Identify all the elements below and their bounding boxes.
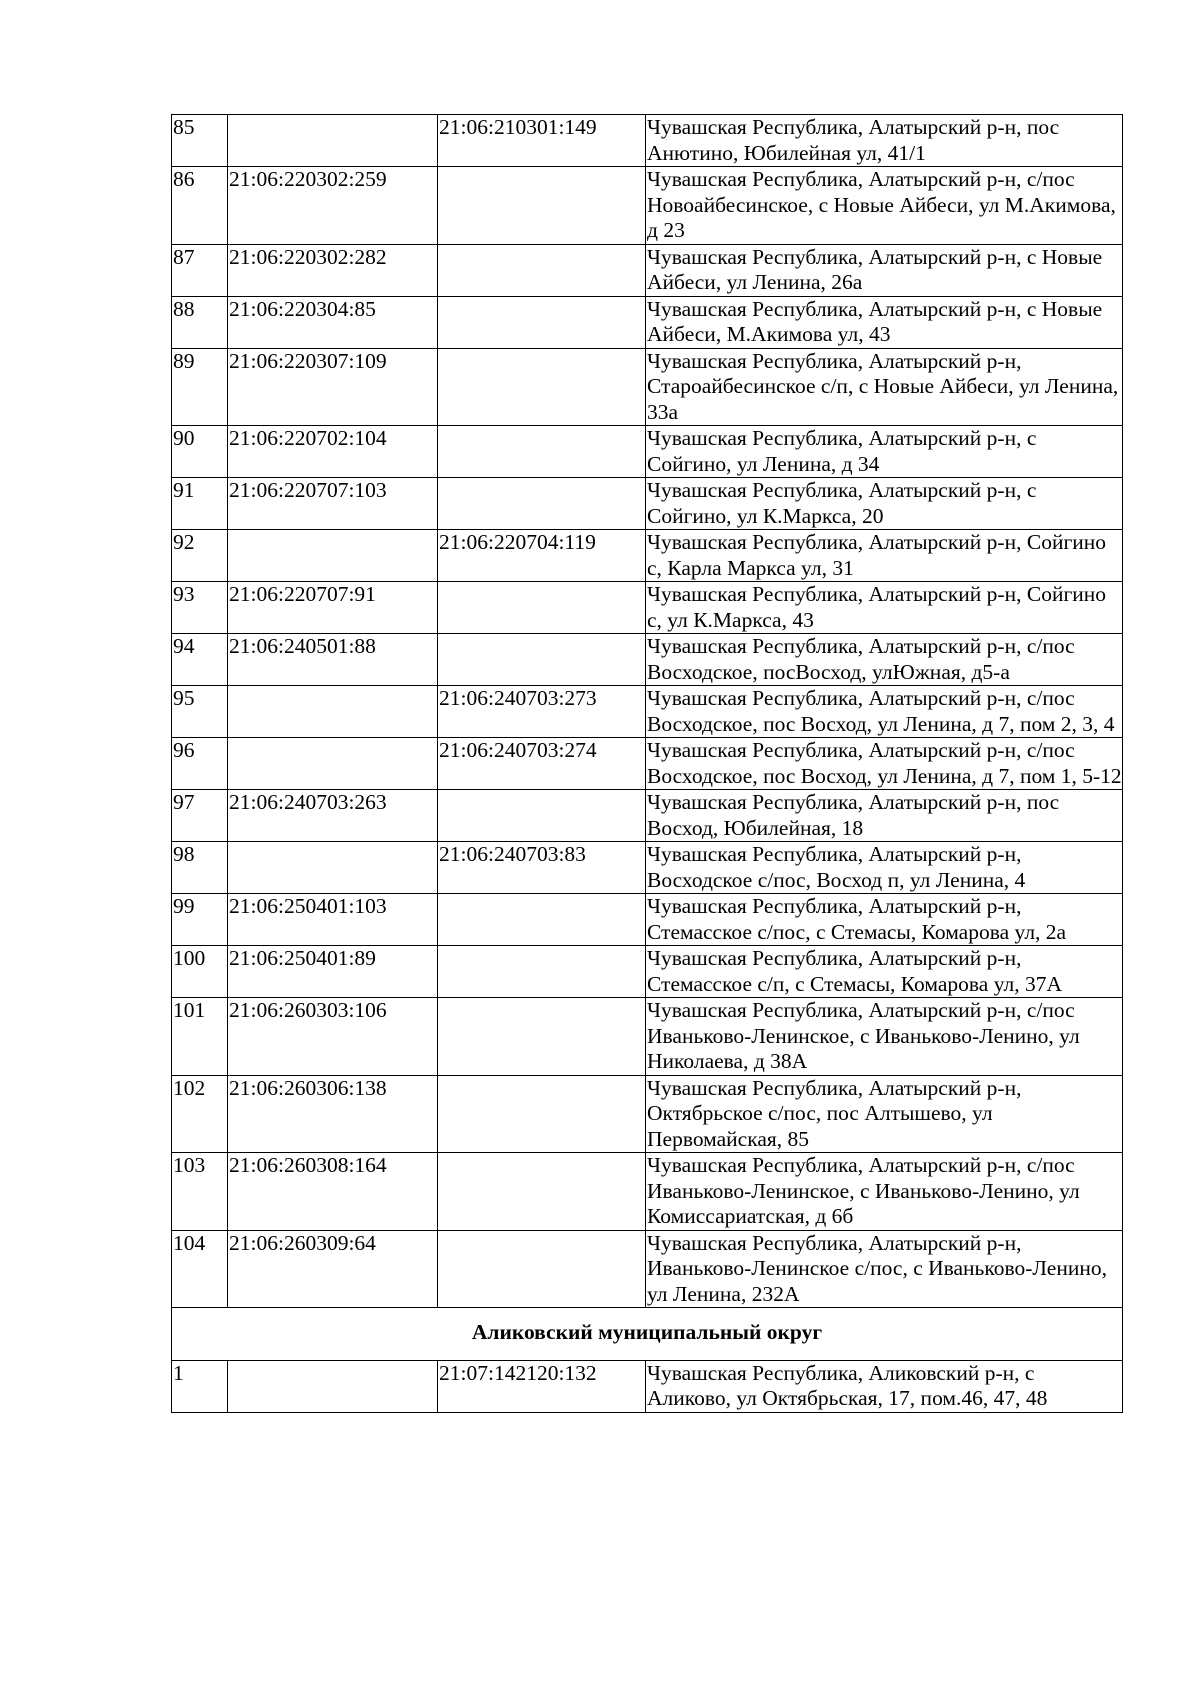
- address-cell: Чувашская Республика, Алатырский р-н, с Сойгино, ул К.Маркса, 20: [646, 478, 1123, 530]
- cadastral-number-cell: 21:06:260308:164: [228, 1153, 438, 1231]
- building-cadastral-cell: [438, 1153, 646, 1231]
- table-row: [172, 1360, 1123, 1412]
- table-row: [172, 296, 1123, 348]
- address-cell: Чувашская Республика, Алатырский р-н, с/пос Восходское, пос Восход, ул Ленина, д 7, пом 1, 5-12: [647, 738, 1122, 788]
- row-number-cell: 92: [172, 530, 228, 582]
- address-cell: Чувашская Республика, Алатырский р-н, с Сойгино, ул Ленина, д 34: [646, 426, 1123, 478]
- cadastral-number-cell: [228, 530, 438, 582]
- row-number-cell: 86: [172, 167, 228, 245]
- building-cadastral-cell: [438, 946, 646, 998]
- row-number-cell: 94: [172, 634, 228, 686]
- cadastral-number-cell: 21:06:220307:109: [228, 348, 438, 426]
- cadastral-number-cell: [228, 842, 438, 894]
- row-number-cell: 97: [172, 790, 228, 842]
- building-cadastral-cell: [438, 998, 646, 1076]
- building-cadastral-cell: 21:06:240703:274: [438, 738, 646, 790]
- cadastral-number-cell: 21:06:240703:263: [228, 790, 438, 842]
- address-cell: Чувашская Республика, Алатырский р-н, Октябрьское с/пос, пос Алтышево, ул Первомайская, 85: [646, 1075, 1123, 1153]
- row-number-cell: 87: [172, 244, 228, 296]
- row-number-cell: 103: [172, 1153, 228, 1231]
- table-row: [172, 946, 1123, 998]
- address-cell: Чувашская Республика, Алатырский р-н, пос Восход, Юбилейная, 18: [646, 790, 1123, 842]
- row-number-cell: 88: [172, 296, 228, 348]
- cadastral-number-cell: [228, 738, 438, 790]
- building-cadastral-cell: [438, 244, 646, 296]
- row-number-cell: 100: [172, 946, 228, 998]
- row-number-cell: 1: [172, 1360, 228, 1412]
- table-row: [172, 244, 1123, 296]
- building-cadastral-cell: 21:06:220704:119: [438, 530, 646, 582]
- address-cell: Чувашская Республика, Алатырский р-н, пос Анютино, Юбилейная ул, 41/1: [646, 115, 1123, 167]
- cadastral-number-cell: 21:06:220302:282: [228, 244, 438, 296]
- table-row: [172, 1153, 1123, 1231]
- building-cadastral-cell: 21:06:240703:83: [438, 842, 646, 894]
- row-number-cell: 95: [172, 686, 228, 738]
- row-number-cell: 104: [172, 1230, 228, 1308]
- building-cadastral-cell: [438, 582, 646, 634]
- address-cell: Чувашская Республика, Алатырский р-н, Староайбесинское с/п, с Новые Айбеси, ул Ленина, 33а: [646, 348, 1123, 426]
- address-cell: Чувашская Республика, Алатырский р-н, с/пос Восходское, пос Восход, ул Ленина, д 7, пом 2, 3, 4: [646, 686, 1123, 738]
- table-row: [172, 348, 1123, 426]
- cadastral-number-cell: 21:06:220304:85: [228, 296, 438, 348]
- table-row: [172, 1075, 1123, 1153]
- cadastral-number-cell: [228, 686, 438, 738]
- table-row: [172, 842, 1123, 894]
- table-row: [172, 790, 1123, 842]
- building-cadastral-cell: 21:06:210301:149: [438, 115, 646, 167]
- table-body-alikovo: [172, 1360, 1123, 1412]
- row-number-cell: 85: [172, 115, 228, 167]
- row-number-cell: 98: [172, 842, 228, 894]
- section-row: [172, 1308, 1123, 1361]
- address-cell: Чувашская Республика, Алатырский р-н, с/пос Новоайбесинское, с Новые Айбеси, ул М.Акимова, д 23: [646, 167, 1123, 245]
- property-table: [171, 114, 1123, 1413]
- row-number-cell: 93: [172, 582, 228, 634]
- row-number-cell: 91: [172, 478, 228, 530]
- building-cadastral-cell: [438, 167, 646, 245]
- address-cell: Чувашская Республика, Алатырский р-н, Восходское с/пос, Восход п, ул Ленина, 4: [646, 842, 1123, 894]
- building-cadastral-cell: [438, 1075, 646, 1153]
- cadastral-number-cell: [228, 115, 438, 167]
- row-number-cell: 89: [172, 348, 228, 426]
- building-cadastral-cell: [438, 634, 646, 686]
- table-row: [172, 998, 1123, 1076]
- building-cadastral-cell: [438, 426, 646, 478]
- building-cadastral-cell: 21:06:240703:273: [438, 686, 646, 738]
- address-cell: Чувашская Республика, Алатырский р-н, Сойгино с, Карла Маркса ул, 31: [646, 530, 1123, 582]
- table-row: [172, 115, 1123, 167]
- row-number-cell: 102: [172, 1075, 228, 1153]
- table-row: [172, 738, 1123, 790]
- table-row: [172, 530, 1123, 582]
- building-cadastral-cell: [438, 478, 646, 530]
- cadastral-number-cell: [228, 1360, 438, 1412]
- table-row: [172, 894, 1123, 946]
- cadastral-number-cell: 21:06:220702:104: [228, 426, 438, 478]
- building-cadastral-cell: [438, 348, 646, 426]
- cadastral-number-cell: 21:06:250401:89: [228, 946, 438, 998]
- cadastral-number-cell: 21:06:220302:259: [228, 167, 438, 245]
- building-cadastral-cell: [438, 790, 646, 842]
- table-body-alatyr: [172, 115, 1123, 1308]
- section-title: Аликовский муниципальный округ: [172, 1308, 1123, 1361]
- building-cadastral-cell: [438, 894, 646, 946]
- cadastral-number-cell: 21:06:260306:138: [228, 1075, 438, 1153]
- building-cadastral-cell: [438, 296, 646, 348]
- cadastral-number-cell: 21:06:220707:103: [228, 478, 438, 530]
- address-cell: Чувашская Республика, Алатырский р-н, Иваньково-Ленинское с/пос, с Иваньково-Ленино, ул Ленина, 232А: [646, 1230, 1123, 1308]
- table-row: [172, 167, 1123, 245]
- address-cell: Чувашская Республика, Алатырский р-н, с Новые Айбеси, М.Акимова ул, 43: [646, 296, 1123, 348]
- row-number-cell: 99: [172, 894, 228, 946]
- table-row: [172, 478, 1123, 530]
- row-number-cell: 101: [172, 998, 228, 1076]
- row-number-cell: 96: [172, 738, 228, 790]
- table-row: [172, 426, 1123, 478]
- row-number-cell: 90: [172, 426, 228, 478]
- address-cell: Чувашская Республика, Алатырский р-н, с Новые Айбеси, ул Ленина, 26а: [646, 244, 1123, 296]
- cadastral-number-cell: 21:06:220707:91: [228, 582, 438, 634]
- address-cell: Чувашская Республика, Алатырский р-н, Стемасское с/пос, с Стемасы, Комарова ул, 2а: [646, 894, 1123, 946]
- address-cell: Чувашская Республика, Алатырский р-н, Стемасское с/п, с Стемасы, Комарова ул, 37А: [646, 946, 1123, 998]
- table-row: [172, 686, 1123, 738]
- table-row: [172, 634, 1123, 686]
- address-cell: Чувашская Республика, Аликовский р-н, с Аликово, ул Октябрьская, 17, пом.46, 47, 48: [646, 1360, 1123, 1412]
- cadastral-number-cell: 21:06:240501:88: [228, 634, 438, 686]
- address-cell: Чувашская Республика, Алатырский р-н, с/пос Иваньково-Ленинское, с Иваньково-Ленино, ул Комиссариатская, д 6б: [646, 1153, 1123, 1231]
- section-header-body: [172, 1308, 1123, 1361]
- address-cell: Чувашская Республика, Алатырский р-н, с/пос Иваньково-Ленинское, с Иваньково-Ленино, ул Николаева, д 38А: [646, 998, 1123, 1076]
- address-cell: Чувашская Республика, Алатырский р-н, Сойгино с, ул К.Маркса, 43: [646, 582, 1123, 634]
- document-page: [171, 114, 1122, 1413]
- address-cell: Чувашская Республика, Алатырский р-н, с/пос Восходское, посВосход, улЮжная, д5-а: [646, 634, 1123, 686]
- cadastral-number-cell: 21:06:260309:64: [228, 1230, 438, 1308]
- table-row: [172, 582, 1123, 634]
- building-cadastral-cell: 21:07:142120:132: [438, 1360, 646, 1412]
- cadastral-number-cell: 21:06:260303:106: [228, 998, 438, 1076]
- cadastral-number-cell: 21:06:250401:103: [228, 894, 438, 946]
- table-row: [172, 1230, 1123, 1308]
- building-cadastral-cell: [438, 1230, 646, 1308]
